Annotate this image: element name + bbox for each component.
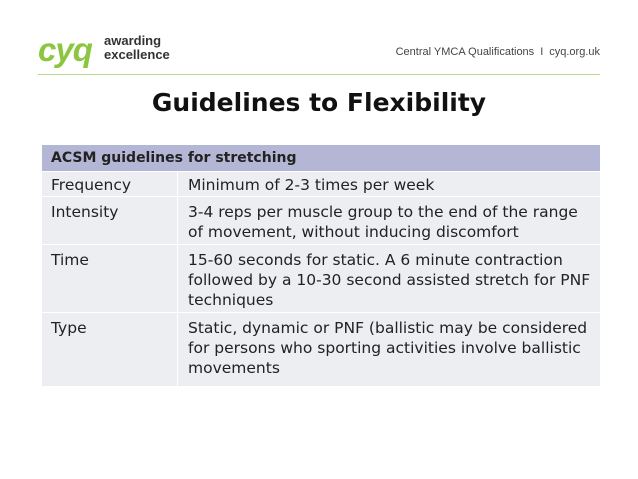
row-label: Frequency — [51, 176, 132, 194]
logo-mark: cyq — [38, 31, 92, 68]
table-row-type — [42, 312, 600, 386]
row-label: Type — [51, 319, 87, 337]
header-org-info — [396, 46, 600, 58]
org-name: Central YMCA Qualifications — [395, 46, 535, 58]
row-value: 3-4 reps per muscle group to the end of the range of movement, without inducing discomfort — [177, 197, 600, 244]
row-label: Intensity — [51, 203, 119, 221]
website-link[interactable]: cyq.org.uk — [549, 46, 600, 58]
page-title: Guidelines to Flexibility — [151, 88, 487, 117]
table-row-frequency — [42, 171, 600, 196]
header-separator: I — [540, 46, 544, 58]
row-label: Time — [51, 251, 89, 269]
row-value: 15-60 seconds for static. A 6 minute contraction followed by a 10-30 second assisted stretch for PNF techniques — [177, 245, 600, 312]
logo-tagline-line2: excellence — [104, 47, 170, 62]
row-value: Minimum of 2-3 times per week — [177, 172, 600, 196]
header-divider — [38, 74, 600, 75]
row-value: Static, dynamic or PNF (ballistic may be considered for persons who sporting activities involve ballistic movements — [177, 313, 600, 386]
table-row-intensity — [42, 196, 600, 244]
table-heading: ACSM guidelines for stretching — [42, 145, 600, 171]
logo-tagline-line1: awarding — [104, 33, 162, 48]
logo-tagline — [104, 34, 170, 62]
stretching-guidelines-table — [42, 145, 600, 386]
table-row-time — [42, 244, 600, 312]
